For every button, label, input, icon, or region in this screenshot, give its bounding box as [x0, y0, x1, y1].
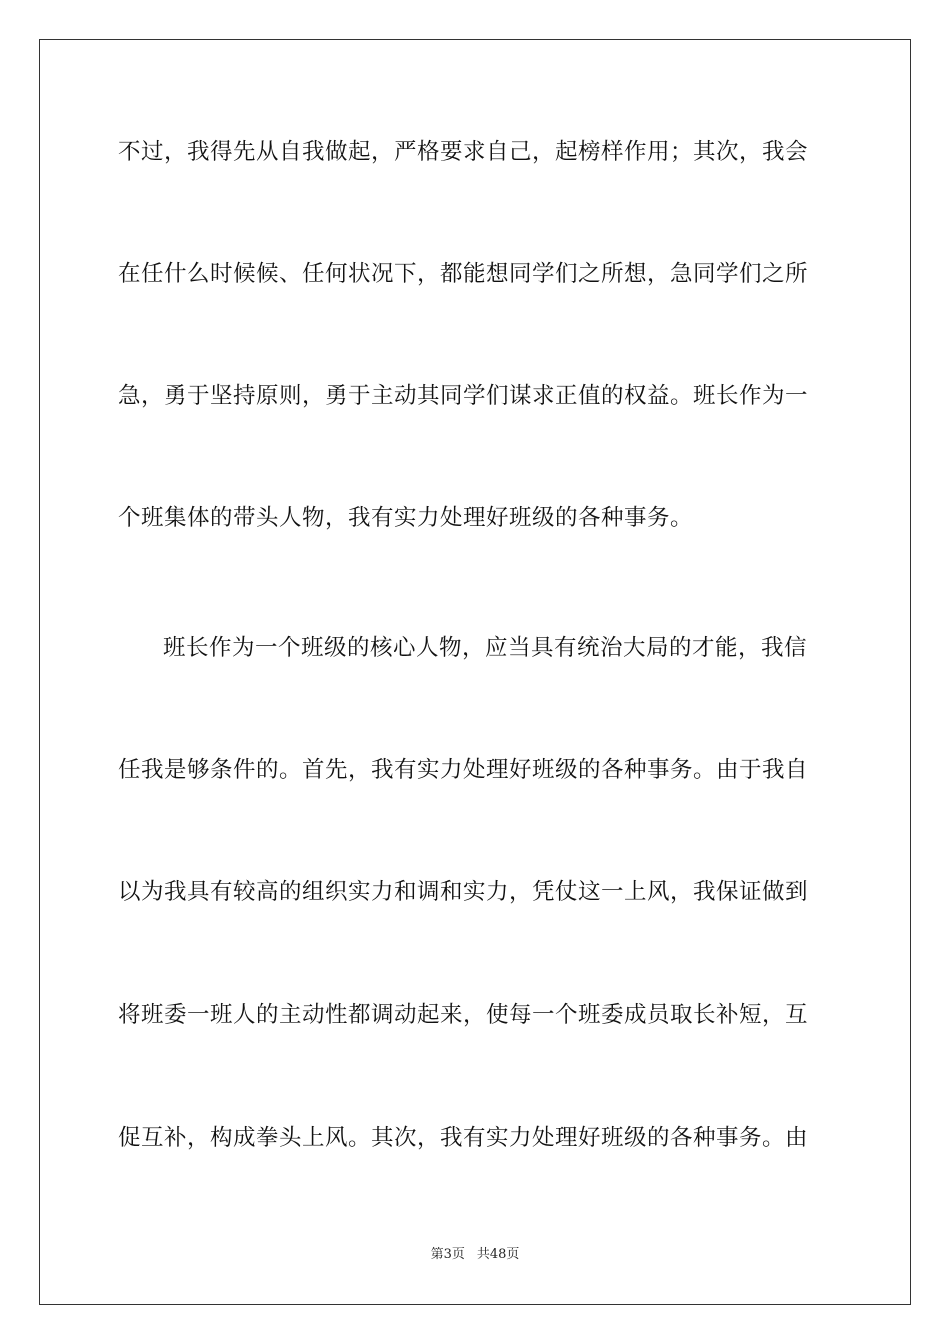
text-line: 任我是够条件的。首先，我有实力处理好班级的各种事务。由于我自	[118, 757, 809, 783]
page-number: 第3页	[430, 1247, 465, 1262]
text-line: 不过，我得先从自我做起，严格要求自己，起榜样作用；其次，我会	[118, 139, 809, 165]
text-line: 以为我具有较高的组织实力和调和实力，凭仗这一上风，我保证做到	[118, 879, 809, 905]
page-total: 共48页	[476, 1247, 520, 1262]
text-line: 个班集体的带头人物，我有实力处理好班级的各种事务。	[118, 505, 694, 531]
text-line: 促互补，构成拳头上风。其次，我有实力处理好班级的各种事务。由	[118, 1125, 809, 1151]
paragraph-first-line: 班长作为一个班级的核心人物，应当具有统治大局的才能，我信	[163, 635, 808, 661]
text-line: 急，勇于坚持原则，勇于主动其同学们谋求正值的权益。班长作为一	[118, 383, 809, 409]
text-line: 将班委一班人的主动性都调动起来，使每一个班委成员取长补短，互	[118, 1002, 809, 1028]
page-footer	[0, 1246, 950, 1264]
text-line: 在任什么时候候、任何状况下，都能想同学们之所想，急同学们之所	[118, 261, 809, 287]
page-border	[39, 39, 911, 1305]
